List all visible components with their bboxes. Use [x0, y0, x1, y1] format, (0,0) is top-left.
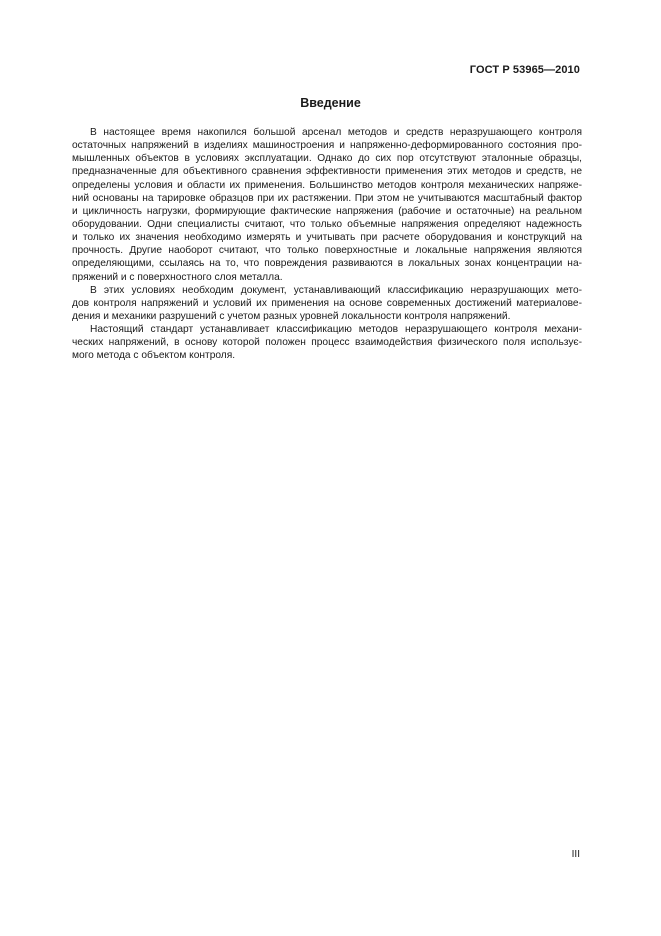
- text-line: Настоящий стандарт устанавливает классификацию методов неразрушающего контроля механи-: [90, 324, 582, 336]
- text-line: дения и механики разрушений с учетом разных уровней локальности контроля напряжений.: [72, 310, 511, 322]
- paragraph: [72, 126, 582, 284]
- paragraph: [72, 284, 582, 323]
- text-line: мого метода с объектом контроля.: [72, 350, 236, 362]
- text-line: остаточных напряжений в изделиях машиностроения и напряженно-деформированного состояния про-: [72, 140, 582, 152]
- text-line: пряжений и с поверхностного слоя металла.: [72, 271, 283, 283]
- text-line: и только их значения необходимо измерять и учитывать при расчете оборудования и конструкций на: [72, 232, 582, 244]
- text-line: ческих напряжений, в основу которой положен процесс взаимодействия физического поля использує-: [72, 337, 582, 349]
- section-title: Введение: [300, 96, 361, 110]
- paragraph: [72, 323, 582, 362]
- text-line: предназначенные для объективного сравнения эффективности применения этих методов и средств, не: [72, 166, 582, 178]
- text-line: ний основаны на тарировке образцов при их растяжении. При этом не учитываются масштабный фактор: [72, 192, 582, 204]
- page-number: III: [571, 849, 580, 860]
- text-line: оборудовании. Одни специалисты считают, что только объемные напряжения определяют надежность: [72, 218, 582, 230]
- text-line: определены условия и области их применения. Большинство методов контроля механических напряже-: [72, 179, 582, 191]
- document-code: ГОСТ Р 53965—2010: [469, 64, 580, 76]
- text-line: В настоящее время накопился большой арсенал методов и средств неразрушающего контроля: [90, 127, 582, 138]
- text-line: прочность. Другие наоборот считают, что только поверхностные и локальные напряжения являются: [72, 245, 582, 257]
- text-line: В этих условиях необходим документ, устанавливающий классификацию неразрушающих мето-: [90, 284, 582, 296]
- text-line: определяющими, ссылаясь на то, что повреждения развиваются в локальных зонах концентрации на-: [72, 258, 582, 270]
- body-text: [72, 126, 582, 363]
- text-line: дов контроля напряжений и условий их применения на основе современных достижений материалове-: [72, 297, 582, 309]
- text-line: и цикличность нагрузки, формирующие фактические напряжения (рабочие и остаточные) на реальном: [72, 205, 582, 217]
- text-line: мышленных объектов в условиях эксплуатации. Однако до сих пор отсутствуют эталонные образцы,: [72, 153, 582, 165]
